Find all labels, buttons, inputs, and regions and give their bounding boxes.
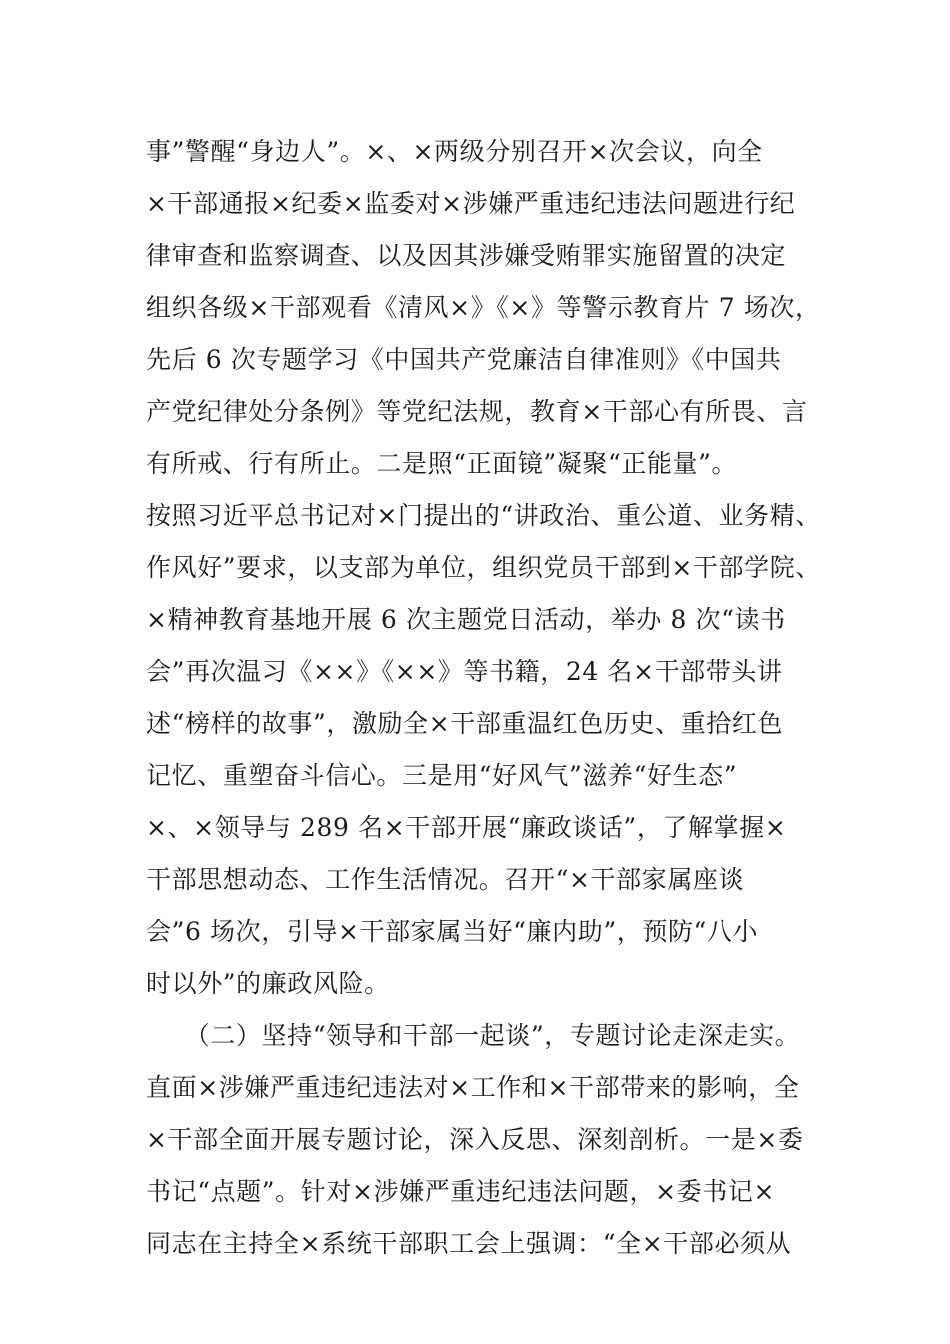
text-line: 会”6 场次，引导×干部家属当好“廉内助”，预防“八小 — [146, 917, 759, 946]
text-line: 会”再次温习《××》《××》等书籍，24 名×干部带头讲 — [146, 657, 783, 686]
text-line: 同志在主持全×系统干部职工会上强调：“全×干部必须从 — [146, 1229, 792, 1258]
text-line: 组织各级×干部观看《清风×》《×》等警示教育片 7 场次， — [146, 293, 821, 322]
body-text — [146, 126, 836, 1270]
text-line: 干部思想动态、工作生活情况。召开“×干部家属座谈 — [146, 865, 745, 894]
text-line: ×干部全面开展专题讨论，深入反思、深刻剖析。一是×委 — [146, 1125, 804, 1154]
text-line: 记忆、重塑奋斗信心。三是用“好风气”滋养“好生态” — [146, 761, 738, 790]
text-line: 先后 6 次专题学习《中国共产党廉洁自律准则》《中国共 — [146, 345, 782, 374]
text-line: 时以外”的廉政风险。 — [146, 969, 390, 998]
text-line: 述“榜样的故事”，激励全×干部重温红色历史、重拾红色 — [146, 709, 784, 738]
section-heading-line: （二）坚持“领导和干部一起谈”，专题讨论走深走实。 — [146, 1021, 801, 1050]
text-line: 律审查和监察调查、以及因其涉嫌受贿罪实施留置的决定 — [146, 241, 787, 270]
text-line: 按照习近平总书记对×门提出的“讲政治、重公道、业务精、 — [146, 501, 821, 530]
text-line: ×、×领导与 289 名×干部开展“廉政谈话”，了解掌握× — [146, 813, 787, 842]
text-line: 作风好”要求，以支部为单位，组织党员干部到×干部学院、 — [146, 553, 821, 582]
text-line: 有所戒、行有所止。二是照“正面镜”凝聚“正能量”。 — [146, 449, 738, 478]
text-line: ×精神教育基地开展 6 次主题党日活动，举办 8 次“读书 — [146, 605, 786, 634]
text-line: 书记“点题”。针对×涉嫌严重违纪违法问题，×委书记× — [146, 1177, 776, 1206]
text-line: ×干部通报×纪委×监委对×涉嫌严重违纪违法问题进行纪 — [146, 189, 796, 218]
text-line: 直面×涉嫌严重违纪违法对×工作和×干部带来的影响，全 — [146, 1073, 800, 1102]
text-line: 产党纪律处分条例》等党纪法规，教育×干部心有所畏、言 — [146, 397, 808, 426]
text-line: 事”警醒“身边人”。×、×两级分别召开×次会议，向全 — [146, 137, 763, 166]
